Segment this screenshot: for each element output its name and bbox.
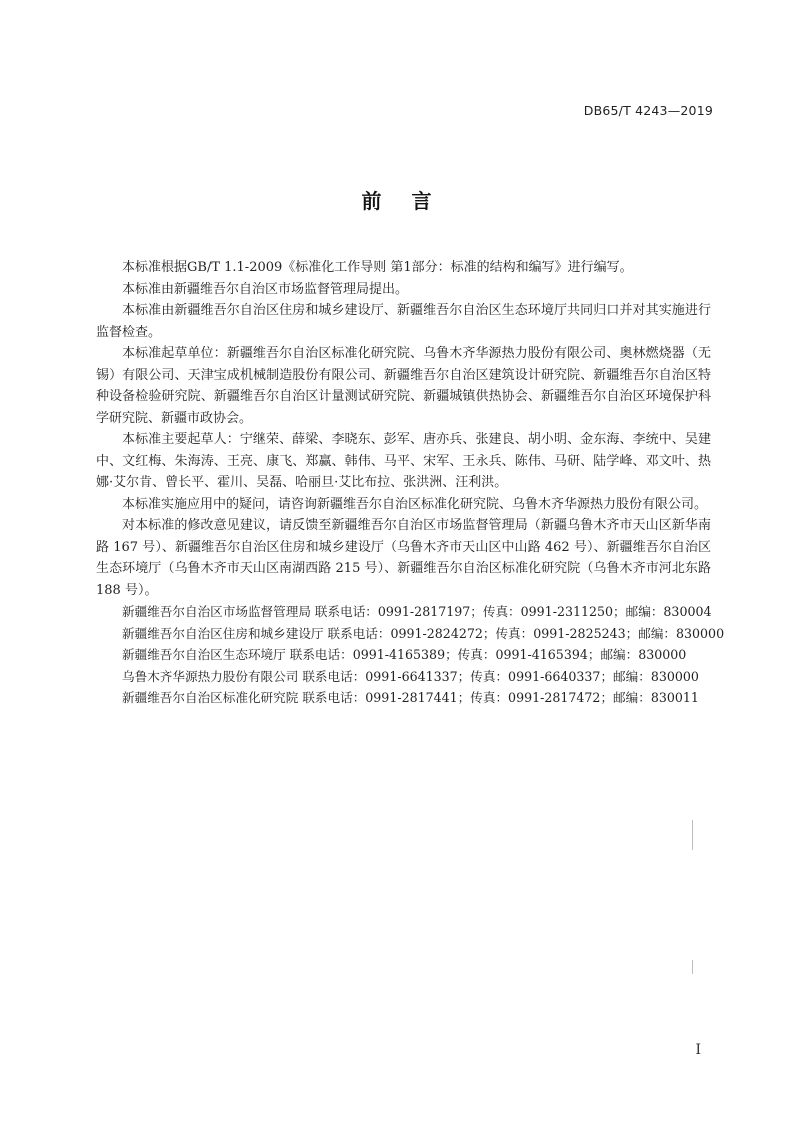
scan-artifact-line	[692, 960, 693, 974]
paragraph-drafting-units: 本标准起草单位：新疆维吾尔自治区标准化研究院、乌鲁木齐华源热力股份有限公司、奥林燃烧器（无锡）有限公司、天津宝成机械制造股份有限公司、新疆维吾尔自治区建筑设计研究院、新疆维吾尔自治区特种设备检验研究院、新疆维吾尔自治区计量测试研究院、新疆城镇供热协会、新疆维吾尔自治区环境保护科学研究院、新疆市政协会。	[96, 346, 711, 426]
contact-item: 新疆维吾尔自治区住房和城乡建设厅 联系电话：0991-2824272；传真：0991-2825243；邮编：830000	[122, 625, 725, 641]
contact-item: 新疆维吾尔自治区标准化研究院 联系电话：0991-2817441；传真：0991-2817472；邮编：830011	[122, 690, 699, 705]
paragraph-proposer: 本标准由新疆维吾尔自治区市场监督管理局提出。	[122, 281, 409, 297]
paragraph-feedback: 对本标准的修改意见建议，请反馈至新疆维吾尔自治区市场监督管理局（新疆乌鲁木齐市天山区新华南路 167 号）、新疆维吾尔自治区住房和城乡建设厅（乌鲁木齐市天山区中山路 462 号）、新疆维吾尔自治区生态环境厅（乌鲁木齐市天山区南湖西路 215 号）、新疆维吾尔自治区标准化研究院（乌鲁木齐市河北东路 188 号）。	[96, 518, 711, 598]
document-code: DB65/T 4243—2019	[583, 103, 713, 118]
paragraph-inquiries: 本标准实施应用中的疑问，请咨询新疆维吾尔自治区标准化研究院、乌鲁木齐华源热力股份有限公司。	[122, 496, 708, 512]
page-number: I	[695, 1042, 701, 1058]
foreword-body	[96, 257, 725, 709]
paragraph-drafting-basis: 本标准根据GB/T 1.1-2009《标准化工作导则 第1部分：标准的结构和编写》进行编写。	[122, 260, 633, 275]
contact-list	[96, 601, 725, 709]
contact-item: 新疆维吾尔自治区生态环境厅 联系电话：0991-4165389；传真：0991-4165394；邮编：830000	[122, 647, 687, 662]
contact-item: 乌鲁木齐华源热力股份有限公司 联系电话：0991-6641337；传真：0991-6640337；邮编：830000	[122, 668, 699, 684]
scan-artifact-line	[692, 820, 693, 850]
paragraph-administration: 本标准由新疆维吾尔自治区住房和城乡建设厅、新疆维吾尔自治区生态环境厅共同归口并对其实施进行监督检查。	[96, 303, 711, 340]
contact-item: 新疆维吾尔自治区市场监督管理局 联系电话：0991-2817197；传真：0991-2311250；邮编：830004	[122, 604, 712, 619]
paragraph-drafters: 本标准主要起草人：宁继荣、薛梁、李晓东、彭军、唐亦兵、张建良、胡小明、金东海、李统中、吴建中、文红梅、朱海涛、王亮、康飞、郑赢、韩伟、马平、宋军、王永兵、陈伟、马研、陆学峰、邓文叶、热娜·艾尔肯、曾长平、霍川、吴磊、哈丽旦·艾比布拉、张洪洲、汪利洪。	[96, 432, 711, 490]
page-title: 前言	[361, 189, 462, 213]
